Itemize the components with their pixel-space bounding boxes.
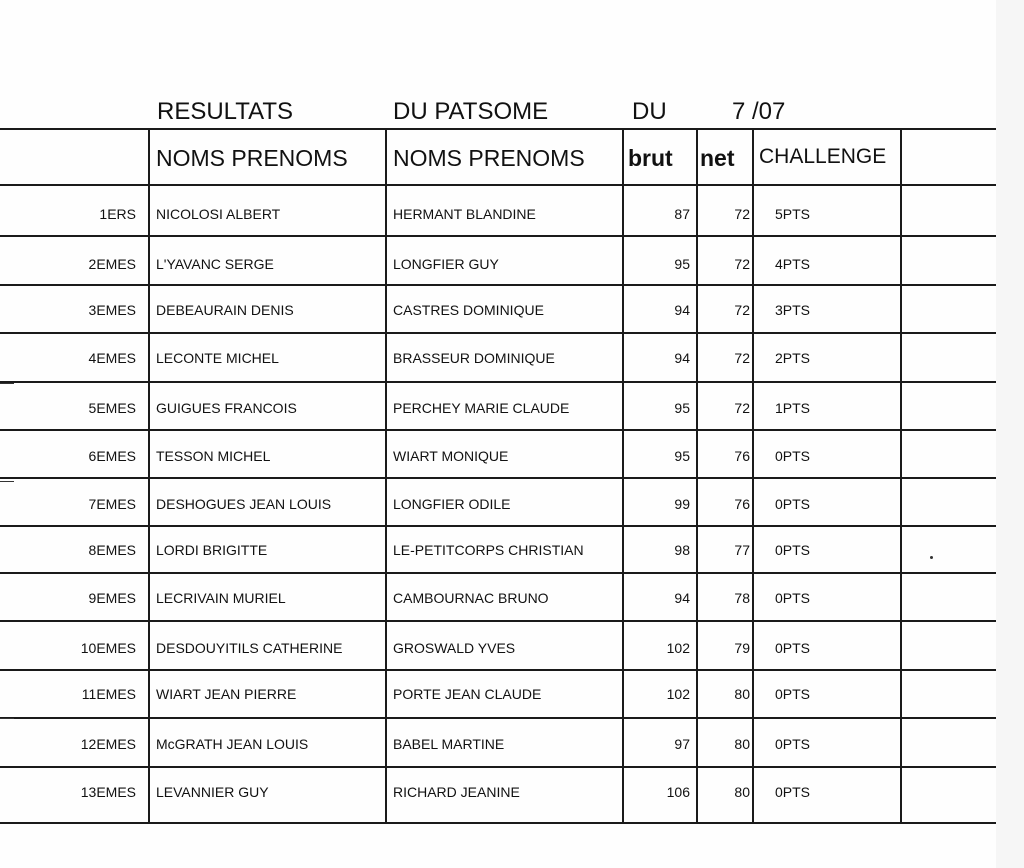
rank-cell: 11EMES xyxy=(81,686,136,702)
brut-cell: 95 xyxy=(674,400,690,416)
rank-cell: 2EMES xyxy=(88,256,136,272)
challenge-cell: 4PTS xyxy=(775,256,811,272)
brut-cell: 102 xyxy=(666,686,690,702)
rank-cell: 12EMES xyxy=(80,736,136,752)
rank-cell: 7EMES xyxy=(88,496,136,512)
brut-cell: 97 xyxy=(674,736,690,752)
net-cell: 79 xyxy=(734,640,750,656)
header-noms-prenoms-1: NOMS PRENOMS xyxy=(156,145,348,171)
net-cell: 80 xyxy=(734,784,750,800)
net-cell: 80 xyxy=(734,736,750,752)
player2-cell: RICHARD JEANINE xyxy=(393,784,520,800)
row-rule xyxy=(0,766,996,768)
col-divider-player2 xyxy=(622,128,624,824)
title-resultats: RESULTATS xyxy=(157,98,294,125)
brut-cell: 94 xyxy=(674,302,690,318)
brut-cell: 94 xyxy=(674,350,690,366)
scan-speck xyxy=(930,556,933,559)
row-rule xyxy=(0,717,996,719)
challenge-cell: 1PTS xyxy=(775,400,811,416)
col-divider-player1 xyxy=(385,128,387,824)
player1-cell: DEBEAURAIN DENIS xyxy=(156,302,294,318)
player1-cell: LECRIVAIN MURIEL xyxy=(156,590,286,606)
scan-mark xyxy=(0,718,14,719)
title-date: 7 /07 xyxy=(732,98,786,125)
title-du: DU xyxy=(632,98,667,125)
rank-cell: 13EMES xyxy=(80,784,136,800)
challenge-cell: 0PTS xyxy=(775,542,811,558)
brut-cell: 99 xyxy=(674,496,690,512)
challenge-cell: 0PTS xyxy=(775,496,811,512)
player1-cell: DESDOUYITILS CATHERINE xyxy=(156,640,343,656)
challenge-cell: 5PTS xyxy=(775,206,811,222)
player2-cell: PORTE JEAN CLAUDE xyxy=(393,686,542,702)
header-net: net xyxy=(700,145,735,171)
player1-cell: LEVANNIER GUY xyxy=(156,784,269,800)
rank-cell: 3EMES xyxy=(88,302,136,318)
brut-cell: 102 xyxy=(666,640,690,656)
rank-cell: 9EMES xyxy=(88,590,136,606)
col-divider-net xyxy=(752,128,754,824)
header-noms-prenoms-2: NOMS PRENOMS xyxy=(393,145,585,171)
title-event: DU PATSOME xyxy=(393,98,549,125)
player2-cell: CASTRES DOMINIQUE xyxy=(393,302,544,318)
net-cell: 76 xyxy=(734,496,750,512)
player2-cell: HERMANT BLANDINE xyxy=(393,206,536,222)
player1-cell: WIART JEAN PIERRE xyxy=(156,686,297,702)
brut-cell: 94 xyxy=(674,590,690,606)
brut-cell: 98 xyxy=(674,542,690,558)
net-cell: 80 xyxy=(734,686,750,702)
scan-mark xyxy=(0,481,14,482)
rank-cell: 4EMES xyxy=(88,350,136,366)
net-cell: 72 xyxy=(734,256,750,272)
row-rule xyxy=(0,332,996,334)
rank-cell: 8EMES xyxy=(88,542,136,558)
challenge-cell: 0PTS xyxy=(775,686,811,702)
row-rule xyxy=(0,381,996,383)
player1-cell: DESHOGUES JEAN LOUIS xyxy=(156,496,332,512)
net-cell: 78 xyxy=(734,590,750,606)
row-rule xyxy=(0,822,996,824)
player1-cell: LORDI BRIGITTE xyxy=(156,542,268,558)
challenge-cell: 3PTS xyxy=(775,302,811,318)
brut-cell: 87 xyxy=(674,206,690,222)
player1-cell: NICOLOSI ALBERT xyxy=(156,206,281,222)
challenge-cell: 0PTS xyxy=(775,590,811,606)
player2-cell: BABEL MARTINE xyxy=(393,736,505,752)
row-rule xyxy=(0,429,996,431)
header-brut: brut xyxy=(628,145,673,171)
player1-cell: LECONTE MICHEL xyxy=(156,350,279,366)
scan-margin xyxy=(996,0,1024,868)
player2-cell: LE-PETITCORPS CHRISTIAN xyxy=(393,542,584,558)
challenge-cell: 0PTS xyxy=(775,736,811,752)
net-cell: 72 xyxy=(734,302,750,318)
challenge-cell: 2PTS xyxy=(775,350,811,366)
player1-cell: McGRATH JEAN LOUIS xyxy=(156,736,309,752)
header-challenge: CHALLENGE xyxy=(759,145,887,168)
challenge-cell: 0PTS xyxy=(775,640,811,656)
row-rule xyxy=(0,620,996,622)
player1-cell: L'YAVANC SERGE xyxy=(156,256,274,272)
rank-cell: 1ERS xyxy=(99,206,136,222)
player2-cell: LONGFIER GUY xyxy=(393,256,499,272)
rank-cell: 10EMES xyxy=(80,640,136,656)
rank-cell: 5EMES xyxy=(88,400,136,416)
player2-cell: WIART MONIQUE xyxy=(393,448,509,464)
player2-cell: GROSWALD YVES xyxy=(393,640,516,656)
row-rule xyxy=(0,525,996,527)
player1-cell: TESSON MICHEL xyxy=(156,448,271,464)
row-rule xyxy=(0,477,996,479)
challenge-cell: 0PTS xyxy=(775,784,811,800)
challenge-cell: 0PTS xyxy=(775,448,811,464)
net-cell: 72 xyxy=(734,206,750,222)
brut-cell: 95 xyxy=(674,256,690,272)
row-rule xyxy=(0,669,996,671)
scan-mark xyxy=(0,383,14,384)
col-divider-challenge xyxy=(900,128,902,824)
col-divider-brut xyxy=(696,128,698,824)
player1-cell: GUIGUES FRANCOIS xyxy=(156,400,297,416)
player2-cell: PERCHEY MARIE CLAUDE xyxy=(393,400,570,416)
brut-cell: 106 xyxy=(666,784,690,800)
net-cell: 72 xyxy=(734,350,750,366)
row-rule xyxy=(0,284,996,286)
net-cell: 76 xyxy=(734,448,750,464)
player2-cell: CAMBOURNAC BRUNO xyxy=(393,590,549,606)
net-cell: 72 xyxy=(734,400,750,416)
row-rule xyxy=(0,572,996,574)
player2-cell: BRASSEUR DOMINIQUE xyxy=(393,350,555,366)
col-divider-rank xyxy=(148,128,150,824)
net-cell: 77 xyxy=(734,542,750,558)
player2-cell: LONGFIER ODILE xyxy=(393,496,511,512)
rank-cell: 6EMES xyxy=(88,448,136,464)
brut-cell: 95 xyxy=(674,448,690,464)
row-rule xyxy=(0,235,996,237)
